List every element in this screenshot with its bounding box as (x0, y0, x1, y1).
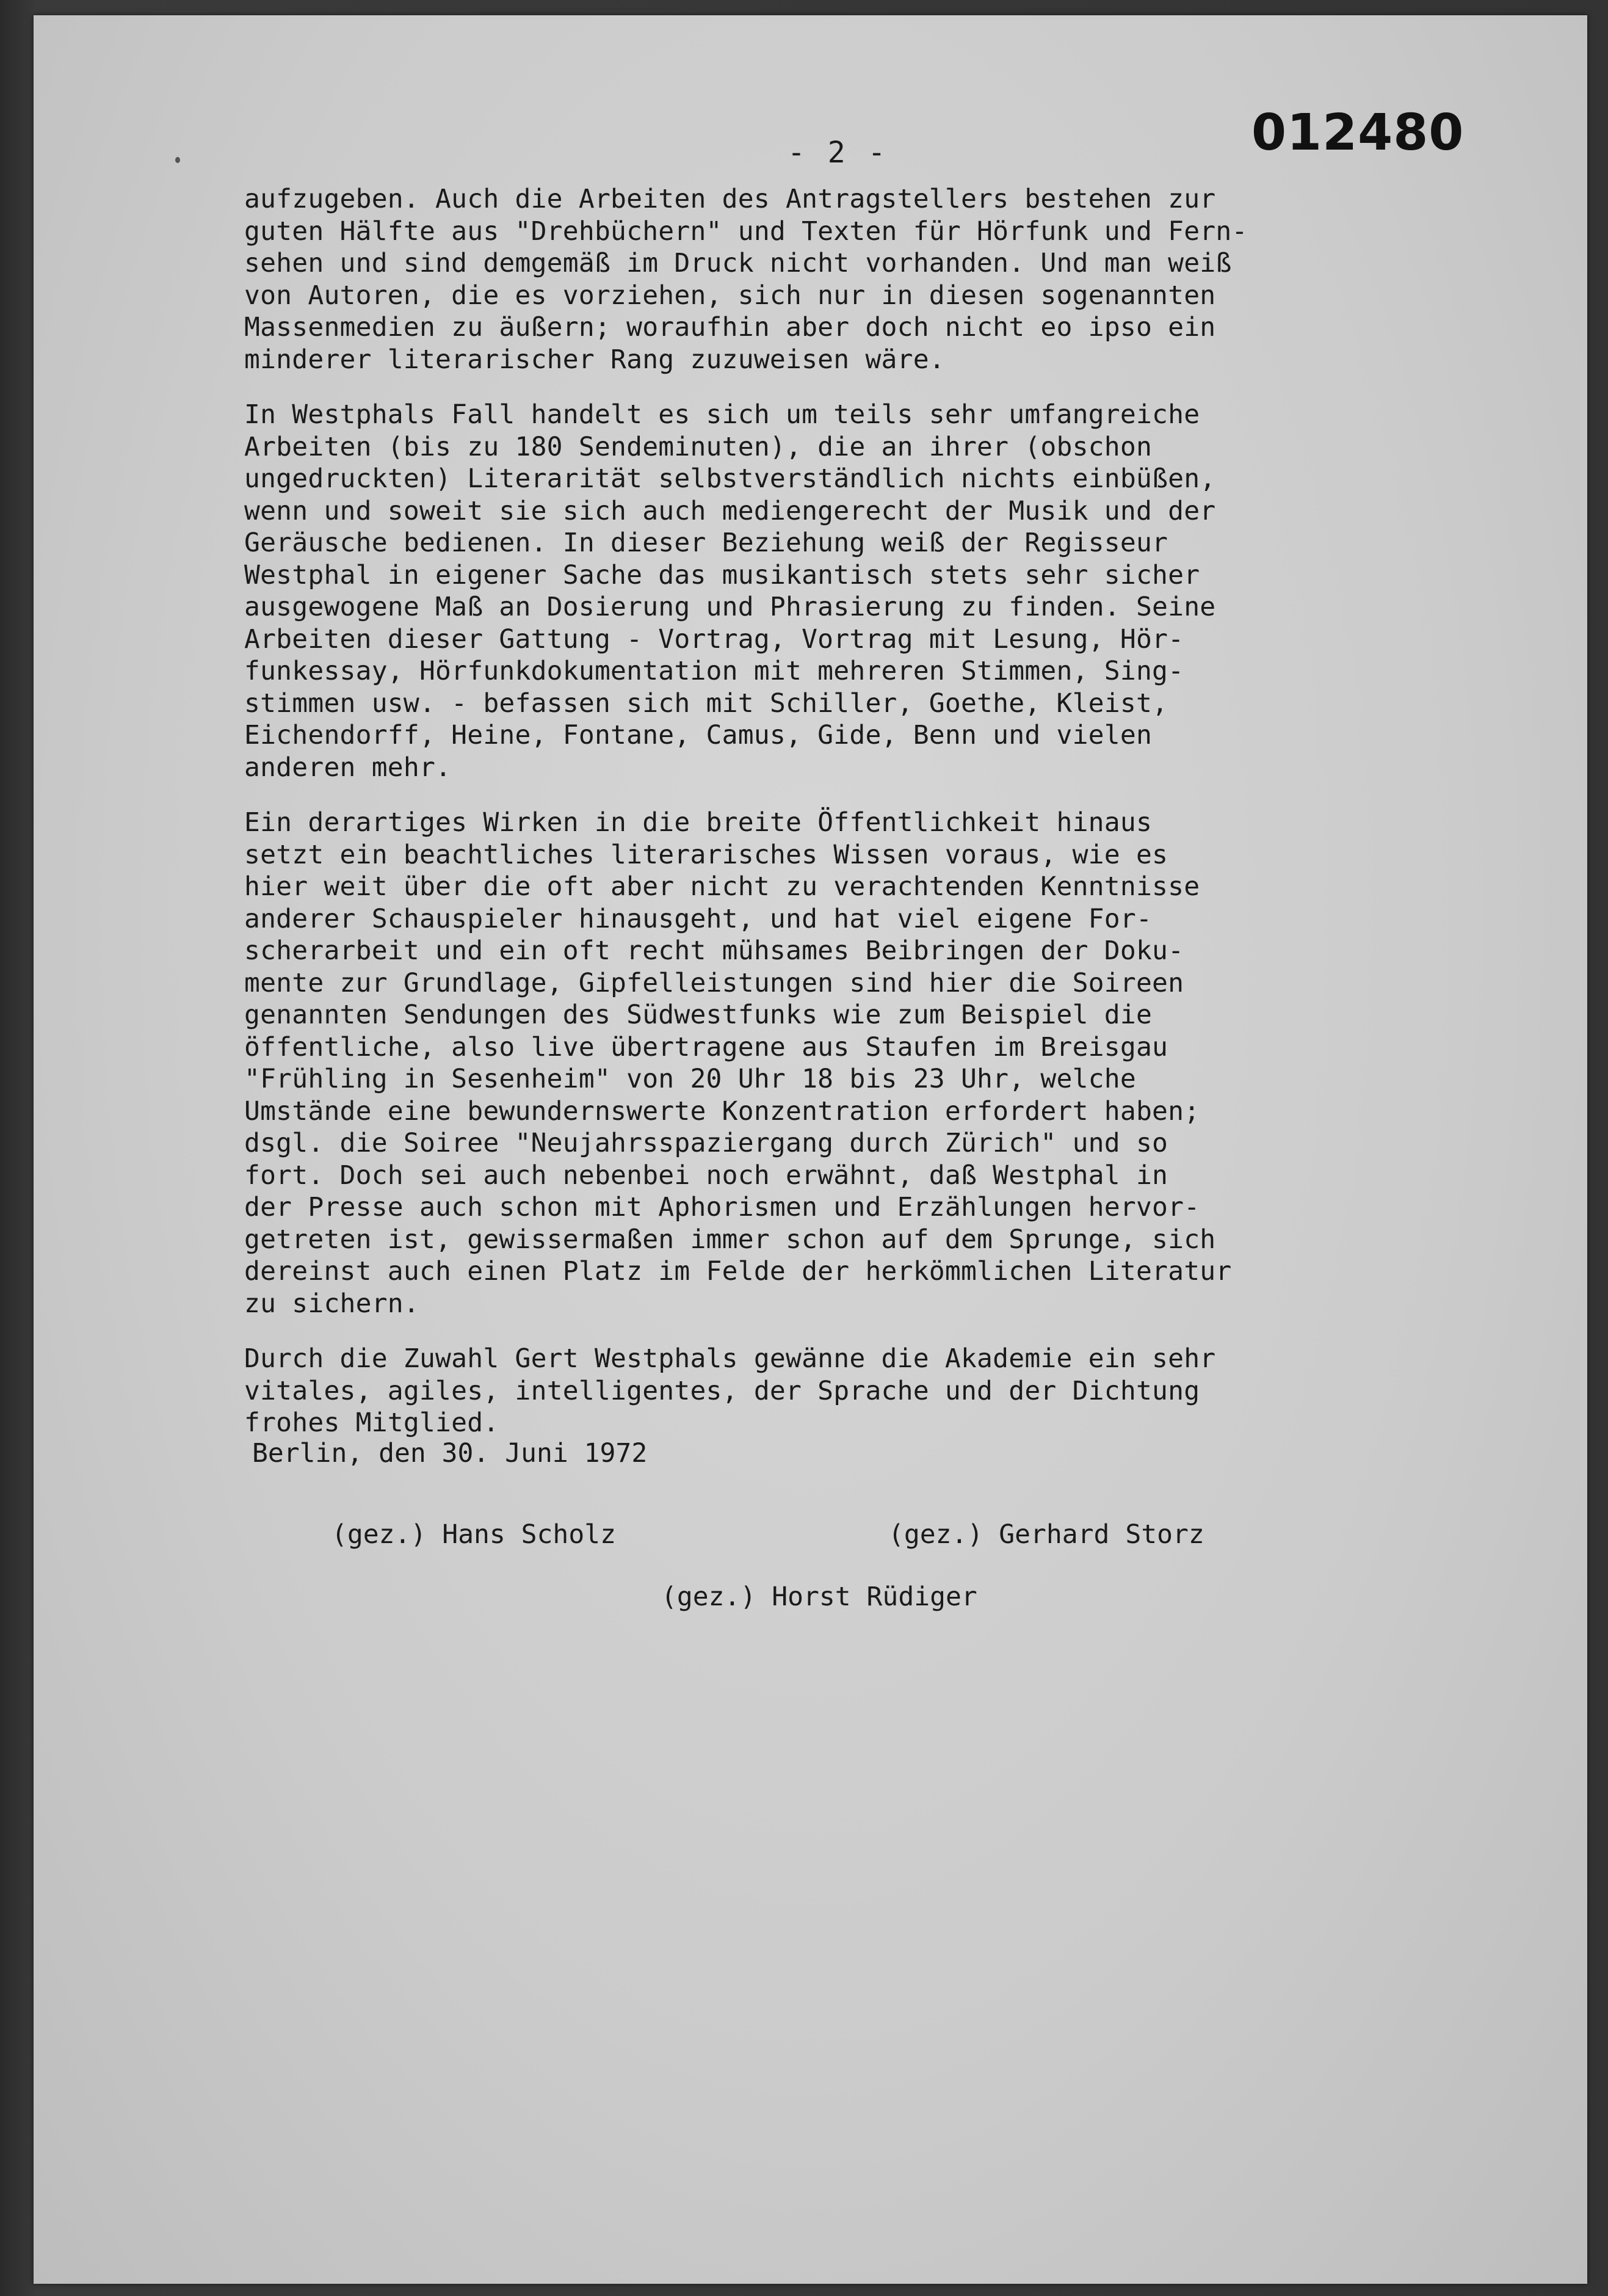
document-id-stamp: 012480 (1251, 104, 1465, 162)
text-line: Eichendorff, Heine, Fontane, Camus, Gide, Benn und vielen (244, 720, 1153, 750)
text-line: anderer Schauspieler hinausgeht, und hat viel eigene For- (244, 903, 1153, 934)
text-line: Arbeiten dieser Gattung - Vortrag, Vortrag mit Lesung, Hör- (244, 623, 1184, 655)
text-line: sehen und sind demgemäß im Druck nicht vorhanden. Und man weiß (244, 248, 1232, 278)
paragraph-3 (244, 807, 1465, 1320)
text-line: "Frühling in Sesenheim" von 20 Uhr 18 bis 23 Uhr, welche (244, 1064, 1136, 1094)
text-line: Westphal in eigener Sache das musikantisch stets sehr sicher (244, 559, 1200, 590)
paragraph-4 (244, 1343, 1465, 1439)
signature-ruediger: (gez.) Horst Rüdiger (661, 1582, 977, 1612)
text-line: getreten ist, gewissermaßen immer schon auf dem Sprunge, sich (244, 1224, 1216, 1255)
text-line: frohes Mitglied. (244, 1408, 499, 1438)
text-line: dereinst auch einen Platz im Felde der herkömmlichen Literatur (244, 1256, 1232, 1287)
text-line: Arbeiten (bis zu 180 Sendeminuten), die an ihrer (obschon (244, 431, 1153, 462)
text-line: Durch die Zuwahl Gert Westphals gewänne die Akademie ein sehr (244, 1343, 1216, 1374)
text-line: vitales, agiles, intelligentes, der Sprache und der Dichtung (244, 1375, 1200, 1406)
paragraph-1 (244, 183, 1465, 376)
letter-body (244, 183, 1465, 1462)
paragraph-2 (244, 399, 1465, 783)
text-line: öffentliche, also live übertragene aus Staufen im Breisgau (244, 1031, 1168, 1063)
text-line: funkessay, Hörfunkdokumentation mit mehreren Stimmen, Sing- (244, 656, 1184, 686)
text-line: anderen mehr. (244, 752, 452, 783)
text-line: ungedruckten) Literarität selbstverständlich nichts einbüßen, (244, 463, 1216, 494)
text-line: dsgl. die Soiree "Neujahrsspaziergang durch Zürich" und so (244, 1128, 1168, 1158)
text-line: scherarbeit und ein oft recht mühsames Beibringen der Doku- (244, 935, 1184, 966)
text-line: ausgewogene Maß an Dosierung und Phrasierung zu finden. Seine (244, 592, 1216, 622)
text-line: minderer literarischer Rang zuzuweisen wäre. (244, 344, 945, 375)
text-line: aufzugeben. Auch die Arbeiten des Antragstellers bestehen zur (244, 184, 1216, 214)
page-number: - 2 - (788, 136, 888, 170)
place-date: Berlin, den 30. Juni 1972 (252, 1438, 648, 1469)
text-line: zu sichern. (244, 1288, 419, 1319)
signature-storz: (gez.) Gerhard Storz (888, 1519, 1204, 1550)
text-line: In Westphals Fall handelt es sich um teils sehr umfangreiche (244, 399, 1200, 430)
text-line: der Presse auch schon mit Aphorismen und Erzählungen hervor- (244, 1192, 1200, 1222)
text-line: Umstände eine bewundernswerte Konzentration erfordert haben; (244, 1095, 1200, 1127)
text-line: hier weit über die oft aber nicht zu verachtenden Kenntnisse (244, 871, 1200, 902)
text-line: von Autoren, die es vorziehen, sich nur in diesen sogenannten (244, 280, 1216, 311)
signature-scholz: (gez.) Hans Scholz (331, 1519, 616, 1550)
text-line: Geräusche bedienen. In dieser Beziehung weiß der Regisseur (244, 528, 1168, 558)
paper-speck (175, 157, 180, 163)
text-line: setzt ein beachtliches literarisches Wissen voraus, wie es (244, 839, 1168, 870)
text-line: genannten Sendungen des Südwestfunks wie zum Beispiel die (244, 1000, 1153, 1030)
text-line: wenn und soweit sie sich auch mediengerecht der Musik und der (244, 495, 1216, 526)
text-line: Massenmedien zu äußern; woraufhin aber doch nicht eo ipso ein (244, 312, 1216, 343)
text-line: mente zur Grundlage, Gipfelleistungen sind hier die Soireen (244, 967, 1184, 998)
text-line: fort. Doch sei auch nebenbei noch erwähnt, daß Westphal in (244, 1160, 1168, 1191)
text-line: guten Hälfte aus "Drehbüchern" und Texten für Hörfunk und Fern- (244, 216, 1248, 247)
text-line: Ein derartiges Wirken in die breite Öffentlichkeit hinaus (244, 807, 1153, 838)
text-line: stimmen usw. - befassen sich mit Schiller, Goethe, Kleist, (244, 688, 1168, 719)
